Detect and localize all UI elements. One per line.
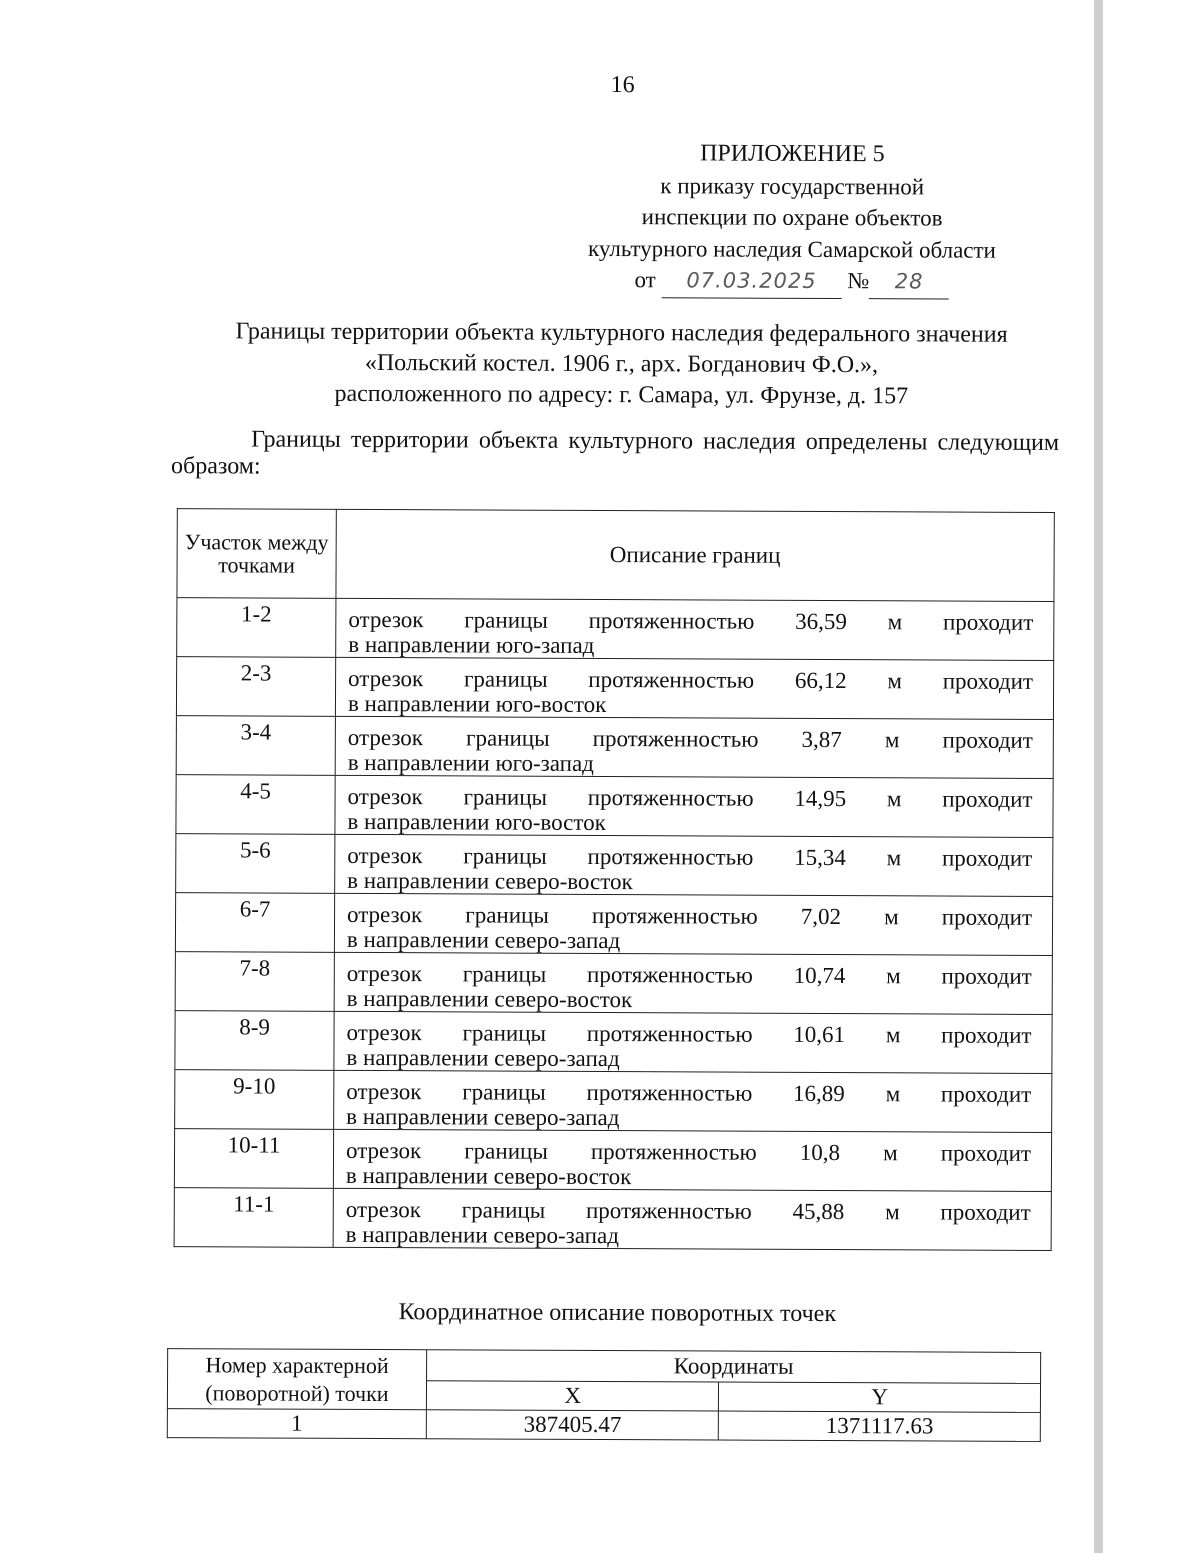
segment-cell: 9-10: [175, 1070, 334, 1130]
table-row: [176, 834, 1053, 897]
description-cell: [334, 893, 1052, 955]
desc-prefix: отрезок: [346, 960, 423, 987]
segment-cell: 1-2: [177, 598, 336, 658]
boundary-table: [174, 508, 1055, 1251]
segment-cell: 4-5: [176, 775, 335, 835]
number-prefix: №: [847, 268, 870, 294]
desc-word3: протяженностью: [586, 1020, 753, 1047]
desc-word2: границы: [462, 961, 547, 987]
desc-word3: протяженностью: [585, 1197, 752, 1224]
segment-cell: 2-3: [176, 657, 335, 717]
desc-unit: м: [887, 609, 903, 635]
desc-length: 7,02: [800, 903, 842, 930]
order-date-line: [634, 264, 949, 299]
heading-line-3: расположенного по адресу: г. Самара, ул. Фрунзе, д. 157: [334, 380, 909, 410]
desc-length: 10,8: [799, 1139, 841, 1166]
segment-cell: 6-7: [175, 893, 334, 953]
document-heading: [171, 316, 1071, 413]
description-cell: [336, 598, 1054, 660]
desc-length: 3,87: [801, 726, 842, 753]
header-coordinates: Координаты: [427, 1350, 1041, 1384]
desc-length: 15,34: [794, 844, 846, 871]
segment-cell: 10-11: [174, 1129, 333, 1189]
table-row: [177, 598, 1054, 661]
handwritten-date: 07.03.2025: [686, 268, 817, 293]
y-coordinate-cell: 1371117.63: [719, 1411, 1041, 1441]
desc-prefix: отрезок: [348, 606, 424, 633]
description-line-1: [346, 1197, 1031, 1225]
desc-word3: протяженностью: [587, 843, 754, 870]
description-cell: [335, 657, 1053, 719]
segment-cell: 11-1: [174, 1188, 333, 1248]
desc-unit: м: [887, 668, 903, 694]
desc-prefix: отрезок: [345, 1196, 421, 1223]
desc-prefix: отрезок: [345, 1137, 422, 1164]
description-cell: [334, 1011, 1052, 1073]
desc-word2: границы: [463, 666, 548, 692]
appendix-line-3: культурного наследия Самарской области: [587, 235, 996, 263]
description-direction: в направлении юго-восток: [347, 808, 606, 836]
desc-word2: границы: [462, 1020, 547, 1046]
description-cell: [334, 1070, 1052, 1132]
segment-cell: 3-4: [176, 716, 335, 776]
desc-word2: границы: [464, 1138, 548, 1164]
desc-verb: проходит: [940, 1081, 1032, 1107]
desc-verb: проходит: [942, 668, 1034, 694]
desc-word3: протяженностью: [588, 666, 755, 693]
desc-word2: границы: [464, 607, 548, 633]
point-number-cell: 1: [167, 1409, 426, 1439]
header-x: X: [426, 1381, 719, 1411]
desc-word2: границы: [463, 843, 547, 869]
segment-cell: 5-6: [176, 834, 335, 894]
desc-word3: протяженностью: [588, 607, 755, 634]
page-number: 16: [610, 72, 635, 99]
description-cell: [333, 1129, 1051, 1191]
coords-header-row-1: [168, 1349, 1041, 1384]
description-line-1: [346, 1079, 1031, 1107]
header-description: Описание границ: [336, 509, 1054, 601]
description-line-1: [348, 607, 1033, 635]
table-row: [174, 1188, 1051, 1251]
table-row: [174, 1129, 1051, 1192]
boundary-table-body: [174, 598, 1054, 1251]
desc-prefix: отрезок: [347, 901, 423, 928]
description-cell: [334, 952, 1052, 1014]
desc-unit: м: [883, 1140, 898, 1166]
desc-word3: протяженностью: [591, 902, 758, 929]
x-coordinate-cell: 387405.47: [426, 1410, 719, 1440]
table-row: [175, 893, 1052, 956]
desc-length: 66,12: [794, 667, 847, 694]
desc-word3: протяженностью: [586, 1079, 753, 1106]
scan-edge-bar: [1094, 0, 1103, 1553]
desc-unit: м: [884, 727, 900, 753]
description-cell: [335, 716, 1053, 778]
desc-verb: проходит: [940, 1140, 1032, 1166]
desc-verb: проходит: [940, 1199, 1031, 1225]
desc-word2: границы: [462, 1079, 546, 1105]
intro-paragraph: Границы территории объекта культурного наследия определены следующим образом:: [170, 426, 1060, 480]
desc-unit: м: [885, 1022, 901, 1048]
description-line-1: [348, 784, 1033, 812]
description-direction: в направлении северо-восток: [345, 1162, 632, 1190]
table-row: [176, 716, 1053, 779]
description-line-1: [347, 902, 1032, 930]
header-point-number: Номер характерной (поворотной) точки: [167, 1349, 426, 1410]
desc-word3: протяженностью: [592, 725, 759, 752]
desc-prefix: отрезок: [346, 1078, 422, 1105]
table-row: [175, 1011, 1052, 1074]
desc-verb: проходит: [942, 727, 1033, 753]
coords-title: Координатное описание поворотных точек: [398, 1299, 837, 1328]
heading-line-1: Границы территории объекта культурного наследия федерального значения: [235, 318, 1008, 348]
desc-unit: м: [885, 1081, 901, 1107]
description-line-1: [346, 1020, 1031, 1048]
description-direction: в направлении северо-восток: [347, 867, 633, 895]
desc-length: 10,61: [793, 1021, 846, 1048]
description-line-1: [346, 1138, 1031, 1166]
table-row: [176, 657, 1053, 720]
appendix-line-1: к приказу государственной: [660, 172, 925, 199]
description-direction: в направлении северо-восток: [346, 985, 633, 1013]
boundary-table-header: [177, 509, 1054, 602]
description-direction: в направлении северо-запад: [345, 1221, 619, 1249]
header-y: Y: [719, 1382, 1041, 1412]
desc-word2: границы: [466, 725, 550, 751]
description-line-1: [347, 843, 1032, 871]
desc-verb: проходит: [942, 609, 1034, 635]
desc-length: 16,89: [793, 1080, 845, 1107]
desc-word3: протяженностью: [590, 1138, 757, 1165]
desc-verb: проходит: [941, 1022, 1032, 1048]
desc-unit: м: [886, 963, 901, 989]
desc-prefix: отрезок: [347, 724, 424, 751]
desc-length: 14,95: [794, 785, 847, 812]
desc-unit: м: [886, 786, 902, 812]
desc-prefix: отрезок: [346, 1019, 422, 1046]
date-field: [661, 264, 841, 298]
appendix-title: ПРИЛОЖЕНИЕ 5: [700, 140, 885, 168]
desc-word2: границы: [465, 902, 549, 928]
number-field: [869, 265, 949, 299]
description-direction: в направлении северо-запад: [346, 926, 621, 954]
appendix-line-2: инспекции по охране объектов: [641, 204, 943, 231]
description-line-1: [348, 666, 1033, 694]
desc-word3: протяженностью: [586, 961, 753, 988]
table-row: [175, 952, 1052, 1015]
desc-unit: м: [885, 1199, 900, 1225]
desc-verb: проходит: [942, 786, 1033, 812]
desc-word2: границы: [461, 1197, 546, 1223]
desc-length: 45,88: [792, 1198, 845, 1225]
desc-word3: протяженностью: [587, 784, 754, 811]
desc-length: 10,74: [793, 962, 846, 989]
heading-line-2: «Польский костел. 1906 г., арх. Богданович Ф.О.»,: [364, 349, 879, 379]
date-prefix: от: [634, 267, 656, 293]
description-direction: в направлении юго-восток: [347, 690, 607, 718]
description-direction: в направлении северо-запад: [346, 1103, 620, 1131]
desc-unit: м: [884, 904, 899, 930]
description-direction: в направлении юго-запад: [348, 631, 595, 658]
header-segment: Участок между точками: [177, 509, 336, 599]
desc-verb: проходит: [941, 904, 1033, 930]
handwritten-number: 28: [894, 269, 924, 294]
description-cell: [333, 1188, 1051, 1250]
segment-cell: 7-8: [175, 952, 334, 1012]
description-cell: [335, 834, 1053, 896]
description-line-1: [347, 961, 1032, 989]
desc-prefix: отрезок: [348, 665, 424, 692]
desc-prefix: отрезок: [347, 783, 423, 810]
coords-table-body: [167, 1409, 1040, 1442]
table-row: [175, 1070, 1052, 1133]
description-line-1: [348, 725, 1033, 753]
description-direction: в направлении северо-запад: [346, 1044, 620, 1072]
table-row: [167, 1409, 1040, 1442]
table-row: [176, 775, 1053, 838]
coordinates-table: [167, 1348, 1041, 1442]
desc-prefix: отрезок: [347, 842, 423, 869]
description-direction: в направлении юго-запад: [347, 749, 594, 776]
appendix-block: [542, 138, 1043, 300]
description-cell: [335, 775, 1053, 837]
desc-length: 36,59: [795, 608, 847, 635]
desc-verb: проходит: [941, 963, 1032, 989]
desc-verb: проходит: [941, 845, 1033, 871]
desc-unit: м: [886, 845, 902, 871]
segment-cell: 8-9: [175, 1011, 334, 1071]
desc-word2: границы: [463, 784, 548, 810]
